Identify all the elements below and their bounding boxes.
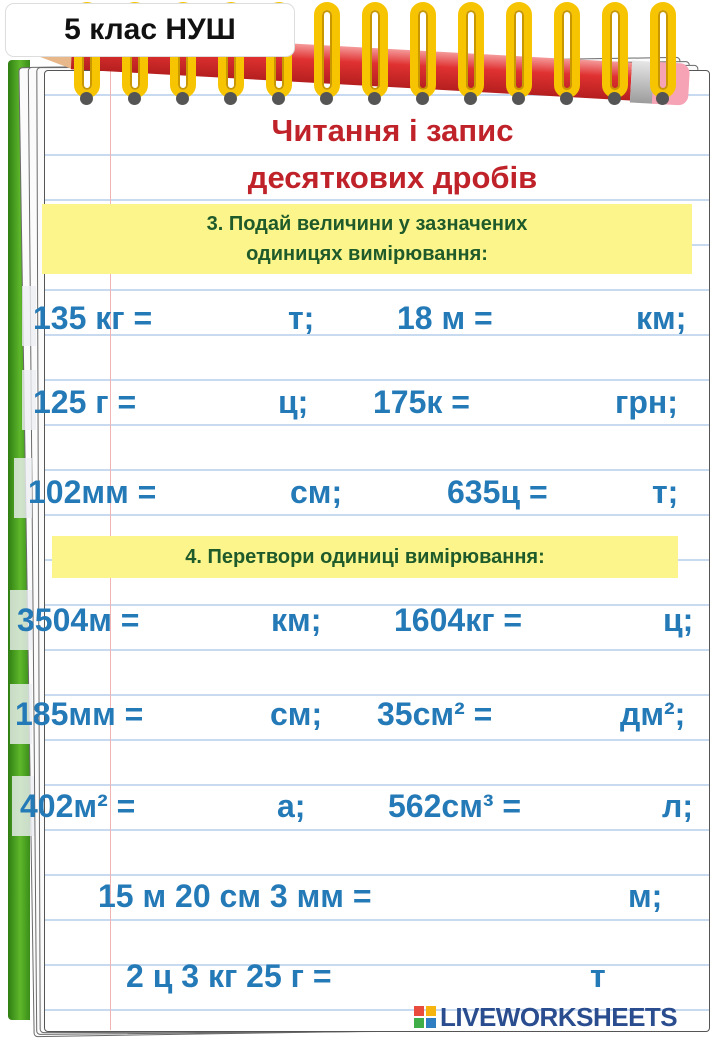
title-line-2: десяткових дробів	[247, 159, 538, 195]
t3-r1-right-expr: 18 м =	[397, 300, 493, 336]
t4-r3-left-unit: а;	[277, 788, 306, 824]
binder-hole	[512, 92, 525, 105]
binder-hole	[560, 92, 573, 105]
title-line-1: Читання і запис	[271, 113, 514, 148]
binder-hole	[272, 92, 285, 105]
logo-block	[426, 1018, 436, 1028]
binder-hole	[80, 92, 93, 105]
binder-hole	[416, 92, 429, 105]
t3-r1-left-unit: т;	[288, 300, 315, 336]
logo-block	[426, 1006, 436, 1016]
binder-hole	[656, 92, 669, 105]
t4-single-1-expr: 15 м 20 см 3 мм =	[98, 878, 372, 914]
spiral-ring	[362, 2, 388, 98]
worksheet-title	[120, 108, 665, 201]
t3-r2-right-unit: грн;	[615, 384, 678, 420]
t4-r3-right-unit: л;	[662, 788, 693, 824]
t4-r1-right-expr: 1604кг =	[394, 602, 523, 638]
t3-r3-left-unit: см;	[290, 474, 343, 510]
t4-single-2-unit: т	[590, 958, 606, 994]
t4-r2-left-expr: 185мм =	[15, 696, 144, 732]
t4-single-1-unit: м;	[628, 878, 663, 914]
task3-instruction-line-1: 3. Подай величини у зазначених	[206, 213, 528, 235]
t4-r1-left-expr: 3504м =	[17, 602, 140, 638]
t3-r1-right-unit: км;	[636, 300, 687, 336]
t4-r2-right-expr: 35см² =	[377, 696, 493, 732]
t3-r1-left-expr: 135 кг =	[33, 300, 153, 336]
spiral-ring	[602, 2, 628, 98]
t4-r2-right-unit: дм²;	[620, 696, 686, 732]
binder-hole	[176, 92, 189, 105]
t3-r3-left-expr: 102мм =	[28, 474, 157, 510]
spiral-ring	[314, 2, 340, 98]
spiral-ring	[506, 2, 532, 98]
logo-block	[414, 1006, 424, 1016]
t4-r1-right-unit: ц;	[663, 602, 694, 638]
spiral-ring	[458, 2, 484, 98]
t3-r2-left-unit: ц;	[278, 384, 309, 420]
liveworksheets-logo-icon	[414, 1006, 436, 1028]
task3-instruction-line-2: одиницях вимірювання:	[246, 243, 488, 265]
t4-single-2-expr: 2 ц 3 кг 25 г =	[126, 958, 332, 994]
binder-hole	[128, 92, 141, 105]
grade-badge: 5 клас НУШ	[6, 4, 294, 56]
binder-hole	[320, 92, 333, 105]
logo-block	[414, 1018, 424, 1028]
t3-r2-right-expr: 175к =	[373, 384, 470, 420]
t3-r2-left-expr: 125 г =	[33, 384, 137, 420]
binder-hole	[464, 92, 477, 105]
task3-instruction	[42, 204, 692, 274]
t4-r3-right-expr: 562см³ =	[388, 788, 522, 824]
t3-r3-right-expr: 635ц =	[447, 474, 548, 510]
t4-r3-left-expr: 402м² =	[20, 788, 136, 824]
binder-hole	[224, 92, 237, 105]
t4-r2-left-unit: см;	[270, 696, 323, 732]
t4-r1-left-unit: км;	[271, 602, 322, 638]
liveworksheets-brand: LIVEWORKSHEETS	[440, 1001, 678, 1032]
t3-r3-right-unit: т;	[652, 474, 679, 510]
liveworksheets-logo	[414, 1002, 714, 1032]
spiral-ring	[554, 2, 580, 98]
spiral-ring	[410, 2, 436, 98]
binder-hole	[368, 92, 381, 105]
task4-instruction: 4. Перетвори одиниці вимірювання:	[52, 536, 678, 578]
binder-hole	[608, 92, 621, 105]
spiral-ring	[650, 2, 676, 98]
